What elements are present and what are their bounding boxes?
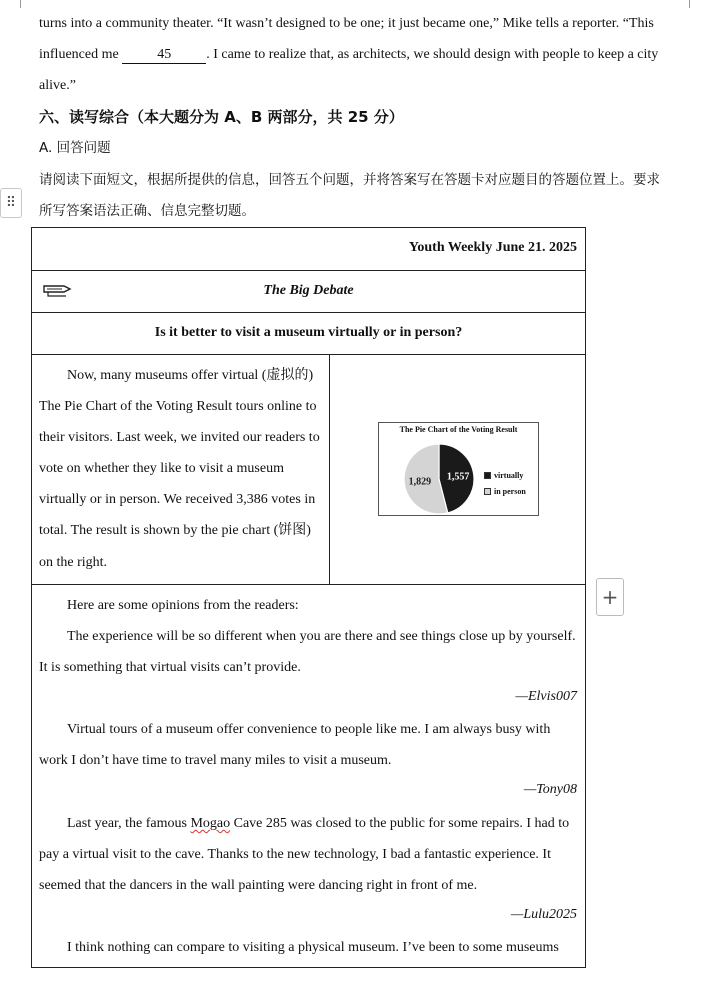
opinion-1-line-1: The experience will be so different when you are there and see things close up by yourself. bbox=[67, 629, 576, 644]
section-heading: 六、读写综合（本大题分为 A、B 两部分，共 25 分） bbox=[39, 108, 404, 126]
add-row-button[interactable]: + bbox=[596, 578, 624, 616]
publication-date-line: Youth Weekly June 21. 2025 bbox=[408, 240, 577, 255]
chart-title: The Pie Chart of the Voting Result bbox=[399, 425, 518, 434]
opinions-intro: Here are some opinions from the readers: bbox=[67, 598, 299, 613]
opinion-3-text-a: Last year, the famous bbox=[67, 816, 191, 831]
crop-mark-left bbox=[20, 0, 21, 8]
legend-label-in-person: in person bbox=[494, 487, 526, 496]
instruction-line-1: 请阅读下面短文，根据所提供的信息，回答五个问题，并将答案写在答题卡对应题目的答题位置上。要求 bbox=[39, 172, 660, 188]
article-title: The Big Debate bbox=[263, 283, 354, 298]
opinion-2-line-1: Virtual tours of a museum offer convenience to people like me. I am always busy with bbox=[67, 722, 551, 737]
legend-item-virtually bbox=[484, 471, 523, 480]
legend-swatch-virtually bbox=[484, 472, 491, 479]
table-divider bbox=[32, 584, 585, 585]
pie-chart-figure bbox=[378, 422, 539, 516]
article-table bbox=[31, 227, 586, 968]
opinion-3-text-b: Cave 285 was closed to the public for some repairs. I had to bbox=[230, 816, 570, 831]
table-divider bbox=[32, 354, 585, 355]
left-line-6: total. The result is shown by the pie chart (饼图) bbox=[39, 523, 311, 538]
crop-mark-right bbox=[689, 0, 690, 8]
opinion-3-signature: —Lulu2025 bbox=[510, 907, 577, 922]
instruction-line-2: 所写答案语法正确、信息完整切题。 bbox=[39, 203, 255, 219]
left-line-3: their visitors. Last week, we invited our readers to bbox=[39, 430, 320, 445]
drag-handle-icon[interactable]: ⠿ bbox=[0, 188, 22, 218]
intro-line-2-after: . I came to realize that, as architects, we should design with people to keep a city bbox=[206, 47, 659, 62]
left-line-7: on the right. bbox=[39, 555, 108, 570]
pie-value-label-in-person: 1,829 bbox=[408, 476, 432, 488]
opinion-4-line-1: I think nothing can compare to visiting a physical museum. I’ve been to some museums bbox=[67, 940, 559, 955]
table-divider bbox=[32, 270, 585, 271]
intro-line-1: turns into a community theater. “It wasn’t designed to be one; it just became one,” Mike tells a reporter. “This bbox=[39, 16, 654, 31]
part-a-heading: A. 回答问题 bbox=[39, 140, 111, 156]
opinion-1-line-2: It is something that virtual visits can’t provide. bbox=[39, 660, 301, 675]
opinion-2-signature: —Tony08 bbox=[523, 782, 577, 797]
opinion-3-line-3: seemed that the dancers in the wall painting were dancing right in front of me. bbox=[39, 878, 478, 893]
opinion-2-line-2: work I don’t have time to travel many miles to visit a museum. bbox=[39, 753, 392, 768]
intro-line-2-before: influenced me bbox=[39, 47, 119, 62]
debate-question: Is it better to visit a museum virtually or in person? bbox=[154, 325, 463, 340]
left-line-2: The Pie Chart of the Voting Result tours online to bbox=[39, 399, 317, 414]
blank-number: 45 bbox=[157, 47, 172, 62]
left-line-1: Now, many museums offer virtual (虚拟的) bbox=[67, 368, 314, 383]
legend-swatch-in-person bbox=[484, 488, 491, 495]
intro-line-3: alive.” bbox=[39, 78, 76, 93]
column-divider bbox=[329, 354, 330, 584]
legend-label-virtually: virtually bbox=[494, 471, 524, 480]
left-line-5: virtually or in person. We received 3,386 votes in bbox=[39, 492, 316, 507]
opinion-3-line-2: pay a virtual visit to the cave. Thanks to the new technology, I bad a fantastic experience. It bbox=[39, 847, 551, 862]
pie-chart bbox=[379, 423, 538, 515]
opinion-1-signature: —Elvis007 bbox=[515, 689, 577, 704]
answer-blank-45[interactable] bbox=[122, 47, 206, 64]
legend-item-in-person bbox=[484, 487, 526, 496]
spellcheck-word[interactable]: Mogao bbox=[190, 816, 231, 831]
intro-line-2 bbox=[39, 45, 658, 65]
left-line-4: vote on whether they like to visit a museum bbox=[39, 461, 284, 476]
table-divider bbox=[32, 312, 585, 313]
pie-value-label-virtually: 1,557 bbox=[446, 471, 470, 483]
opinion-3-line-1 bbox=[67, 814, 569, 834]
